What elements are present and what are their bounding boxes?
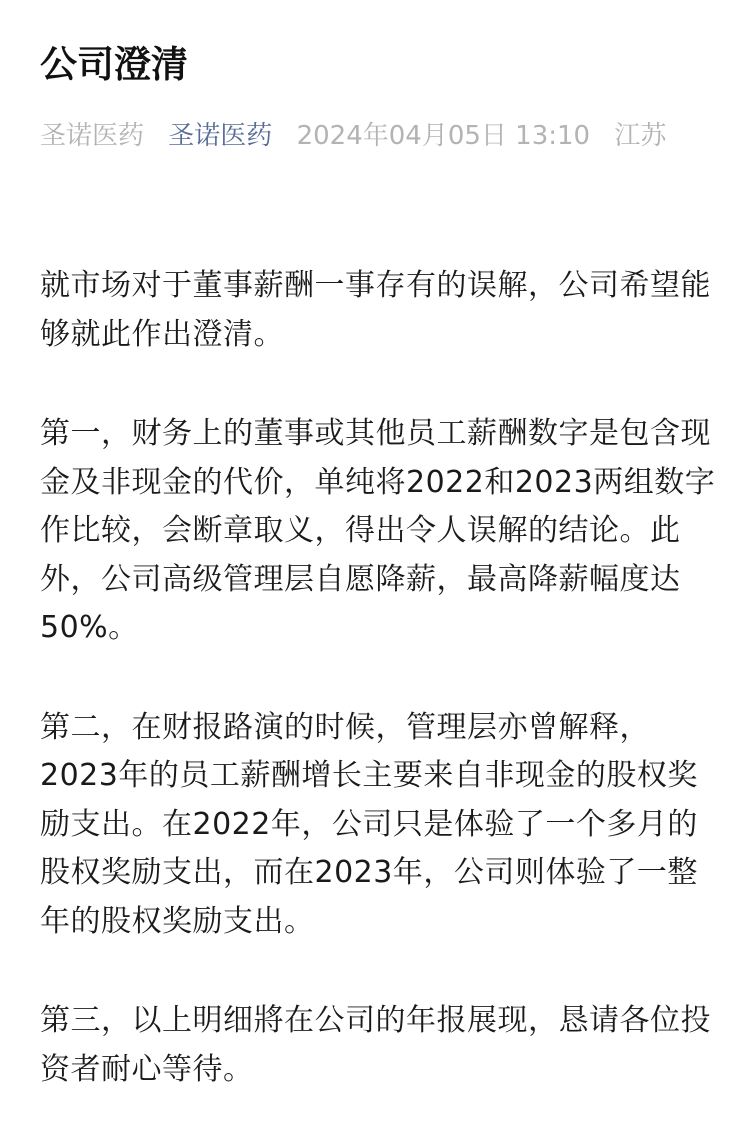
publish-location: 江苏 <box>614 121 667 151</box>
paragraph: 就市场对于董事薪酬一事存有的误解，公司希望能够就此作出澄清。 <box>40 268 711 352</box>
paragraph: 第一，财务上的董事或其他员工薪酬数字是包含现金及非现金的代价，单纯将2022和2023两组数字作比较，会断章取义，得出令人误解的结论。此外，公司高级管理层自愿降薪，最高降薪幅度达50%。 <box>40 416 716 645</box>
article-content <box>40 262 720 1145</box>
article-meta <box>40 120 682 152</box>
account-link[interactable]: 圣诺医药 <box>168 121 273 151</box>
paragraph: 第三，以上明细將在公司的年报展现，恳请各位投资者耐心等待。 <box>40 1003 711 1087</box>
author-name: 圣诺医药 <box>40 121 145 151</box>
article-title: 公司澄清 <box>40 43 188 86</box>
paragraph: 第二，在财报路演的时候，管理层亦曾解释，2023年的员工薪酬增长主要来自非现金的股权奖励支出。在2022年，公司只是体验了一个多月的股权奖励支出，而在2023年，公司则体验了一整年的股权奖励支出。 <box>40 709 698 939</box>
publish-datetime: 2024年04月05日 13:10 <box>296 121 591 151</box>
